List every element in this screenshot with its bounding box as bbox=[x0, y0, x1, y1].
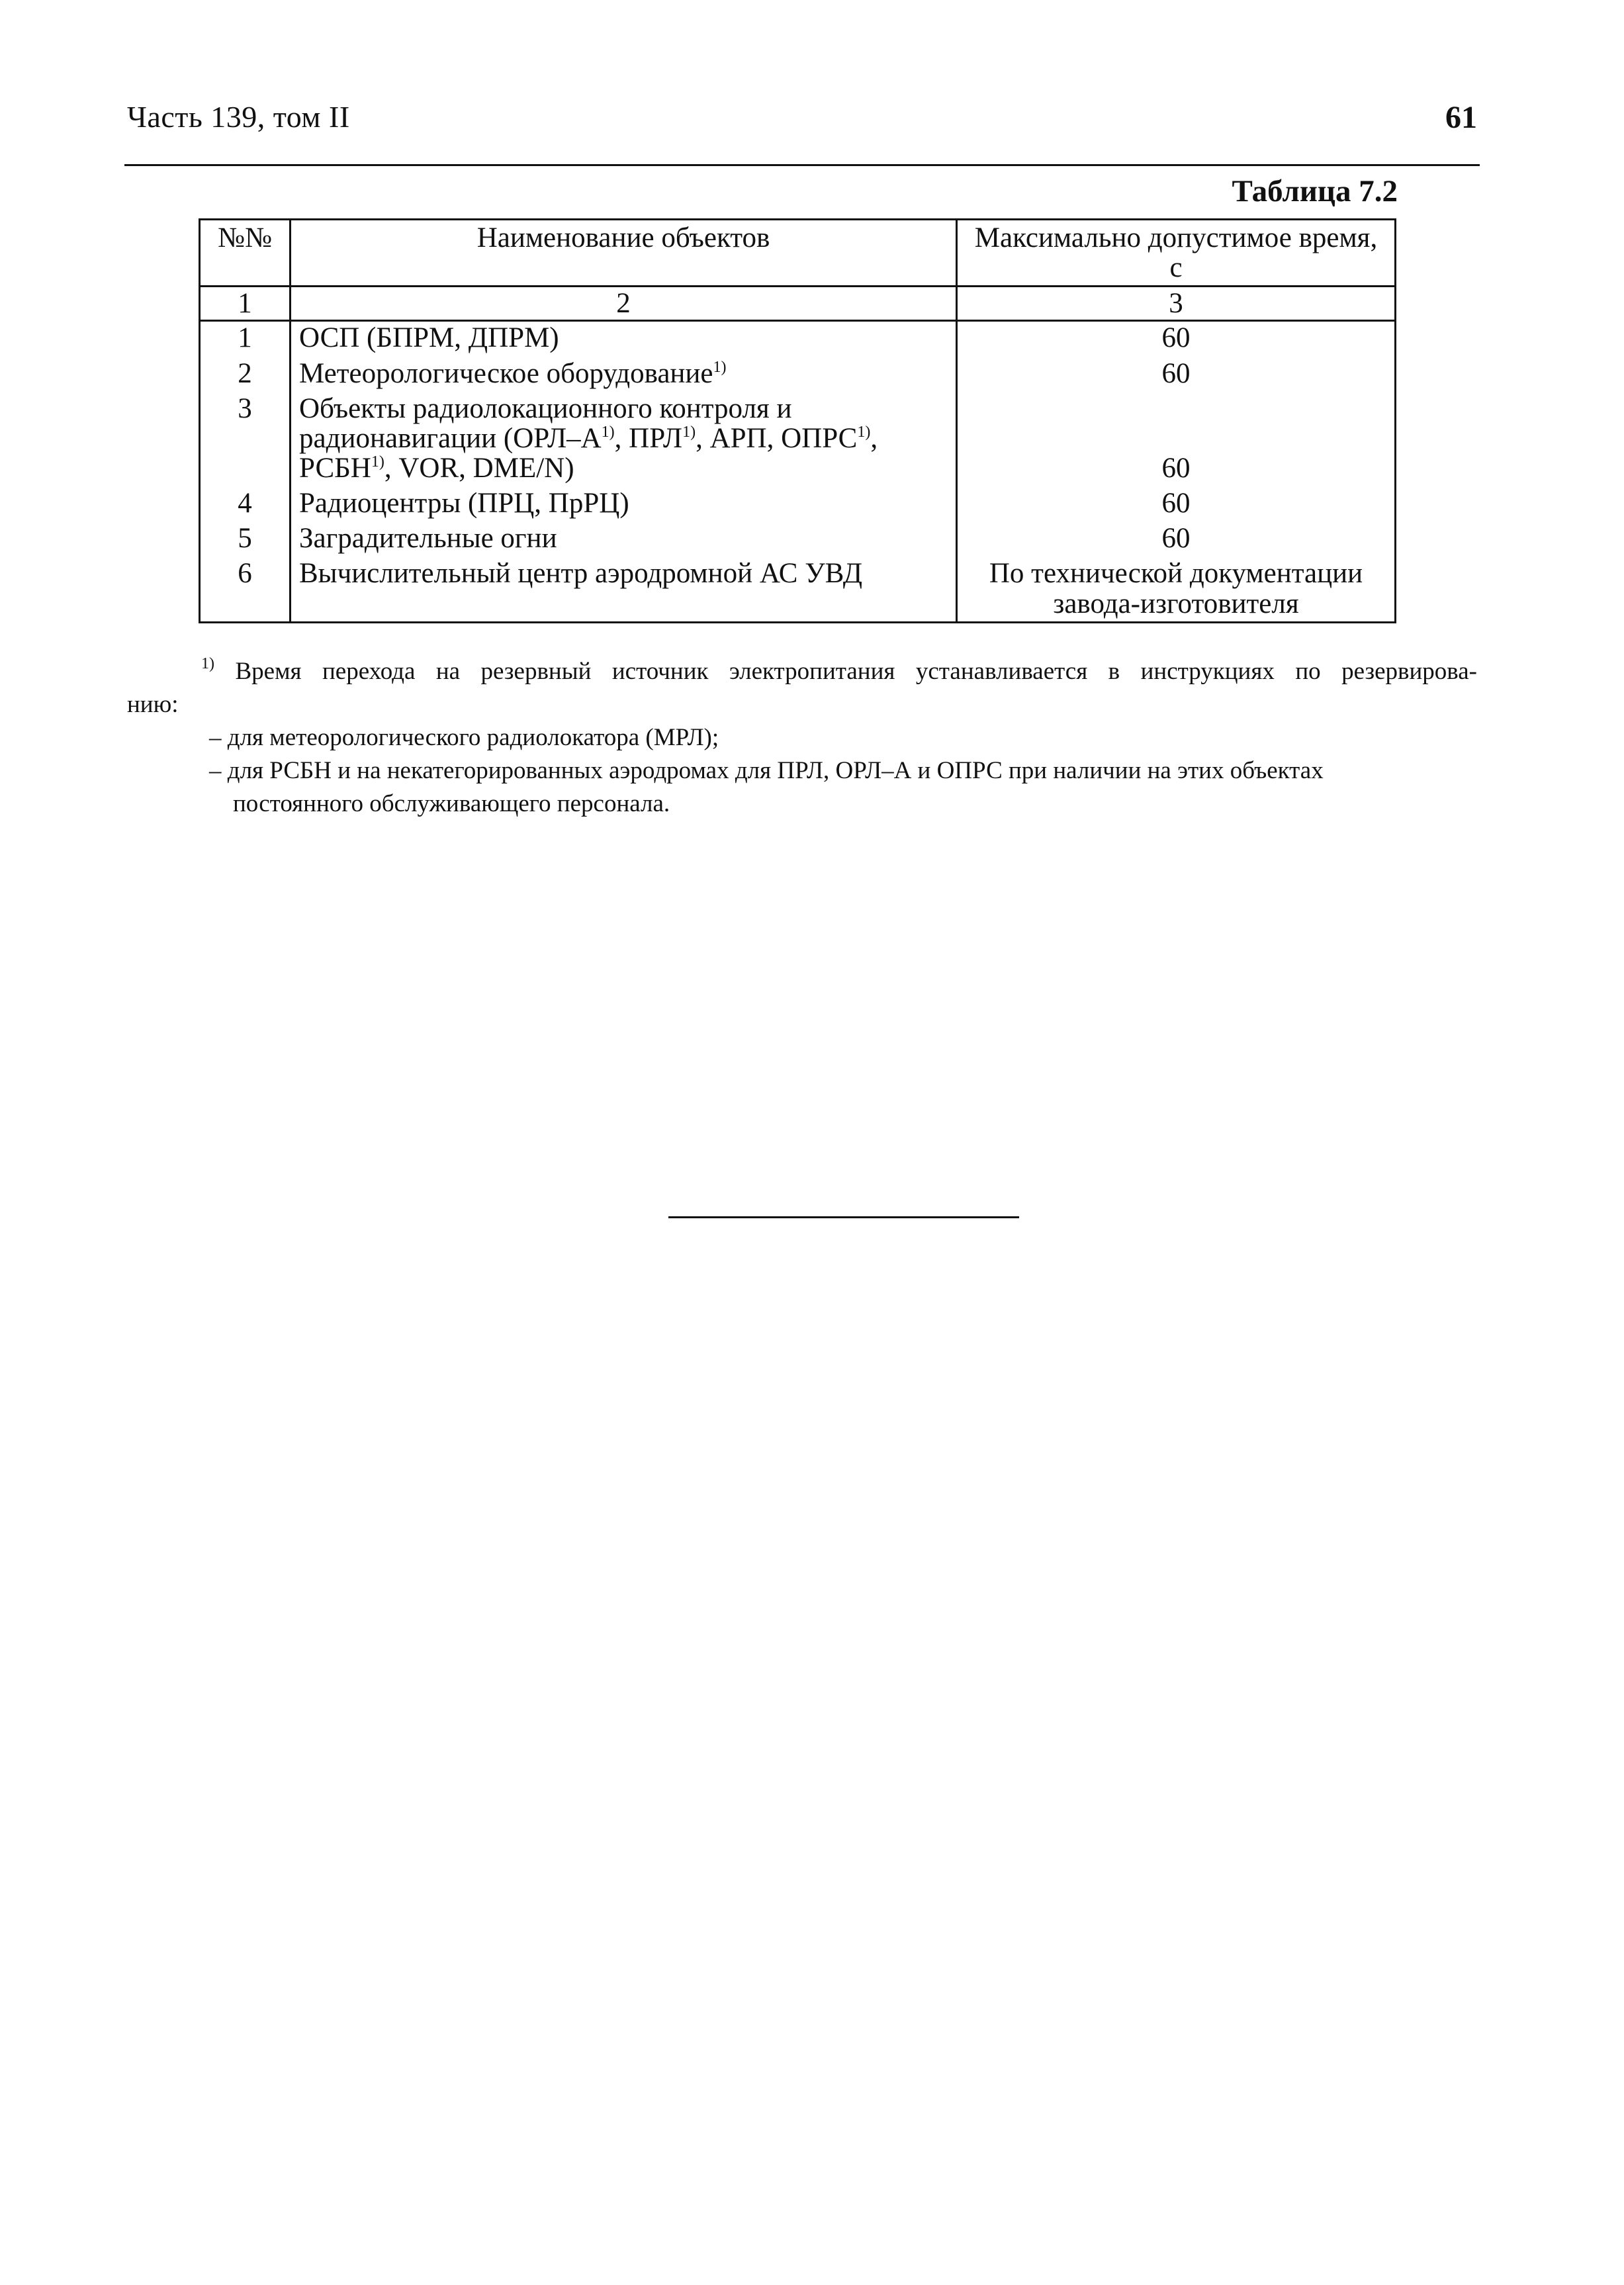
row-number: 3 bbox=[200, 392, 291, 487]
footnote-marker: 1) bbox=[601, 423, 615, 441]
objects-table bbox=[199, 218, 1396, 623]
row-time: 60 bbox=[957, 522, 1396, 557]
row-time: 60 bbox=[957, 321, 1396, 357]
row-name bbox=[291, 392, 957, 487]
list-dash: – bbox=[209, 757, 222, 784]
header-rule bbox=[124, 164, 1480, 166]
page-number: 61 bbox=[1445, 100, 1477, 135]
footnote-marker: 1) bbox=[682, 423, 696, 441]
footnote-marker: 1) bbox=[201, 655, 214, 672]
column-number: 3 bbox=[957, 287, 1396, 321]
row-name bbox=[291, 321, 957, 357]
row-name bbox=[291, 357, 957, 392]
table-row bbox=[200, 487, 1396, 522]
row-name-text: , ПРЛ bbox=[614, 422, 683, 454]
row-number: 4 bbox=[200, 487, 291, 522]
footnote-marker: 1) bbox=[857, 423, 871, 441]
footnote-marker: 1) bbox=[371, 453, 384, 470]
list-item-text: для РСБН и на некатегорированных аэродромах для ПРЛ, ОРЛ–А и ОПРС при наличии на этих объектах постоянного обслуживающего персонала. bbox=[227, 757, 1324, 817]
row-number: 2 bbox=[200, 357, 291, 392]
row-number: 5 bbox=[200, 522, 291, 557]
row-name-text: Заградительные огни bbox=[299, 523, 557, 555]
row-name-text: ОСП (БПРМ, ДПРМ) bbox=[299, 322, 559, 354]
list-dash: – bbox=[209, 724, 222, 751]
table-row bbox=[200, 357, 1396, 392]
table-row bbox=[200, 392, 1396, 487]
column-number: 2 bbox=[291, 287, 957, 321]
list-item-text: для метеорологического радиолокатора (МРЛ); bbox=[227, 724, 719, 751]
row-name-text: Вычислительный центр аэродромной АС УВД bbox=[299, 558, 863, 590]
row-name bbox=[291, 557, 957, 622]
row-time: 60 bbox=[957, 487, 1396, 522]
row-time-line: завода-изготовителя bbox=[1053, 588, 1299, 619]
row-name-text: Радиоцентры (ПРЦ, ПрРЦ) bbox=[299, 488, 629, 519]
footnote-line bbox=[127, 655, 1477, 688]
row-name-text: , АРП, ОПРС bbox=[696, 422, 858, 454]
row-number: 6 bbox=[200, 557, 291, 622]
header-number: №№ bbox=[200, 220, 291, 287]
table-row bbox=[200, 321, 1396, 357]
header-time: Максимально допустимое время, с bbox=[957, 220, 1396, 287]
row-name-text: , VOR, DME/N) bbox=[384, 452, 574, 484]
row-name bbox=[291, 522, 957, 557]
row-name-line bbox=[299, 453, 948, 483]
table-caption: Таблица 7.2 bbox=[1232, 174, 1398, 208]
row-time bbox=[957, 557, 1396, 622]
footnote-marker: 1) bbox=[713, 358, 727, 376]
footnote-list-item bbox=[127, 721, 1477, 754]
row-time: 60 bbox=[957, 357, 1396, 392]
row-name-text: , bbox=[870, 422, 878, 454]
footnote-line: нию: bbox=[127, 691, 179, 718]
running-title: Часть 139, том II bbox=[127, 100, 350, 134]
row-number: 1 bbox=[200, 321, 291, 357]
row-name-text: РСБН bbox=[299, 452, 371, 484]
column-numbers-row bbox=[200, 287, 1396, 321]
column-number: 1 bbox=[200, 287, 291, 321]
table-row bbox=[200, 557, 1396, 622]
row-time: 60 bbox=[957, 392, 1396, 487]
row-time-line: По технической документации bbox=[989, 558, 1363, 590]
row-name-text: Объекты радиолокационного контроля и bbox=[299, 392, 792, 424]
page-header bbox=[127, 99, 1477, 142]
table-header-row bbox=[200, 220, 1396, 287]
table-row bbox=[200, 522, 1396, 557]
footnote-list-item bbox=[127, 754, 1477, 821]
row-name-text: Метеорологическое оборудование bbox=[299, 357, 713, 389]
row-name-text: радионавигации (ОРЛ–А bbox=[299, 422, 602, 454]
footnote bbox=[127, 655, 1477, 821]
end-rule bbox=[668, 1216, 1019, 1218]
footnote-text: Время перехода на резервный источник электропитания устанавливается в инструкциях по резервирова- bbox=[235, 658, 1477, 685]
row-name-line bbox=[299, 394, 948, 424]
header-name: Наименование объектов bbox=[291, 220, 957, 287]
row-name bbox=[291, 487, 957, 522]
row-name-line bbox=[299, 424, 948, 453]
